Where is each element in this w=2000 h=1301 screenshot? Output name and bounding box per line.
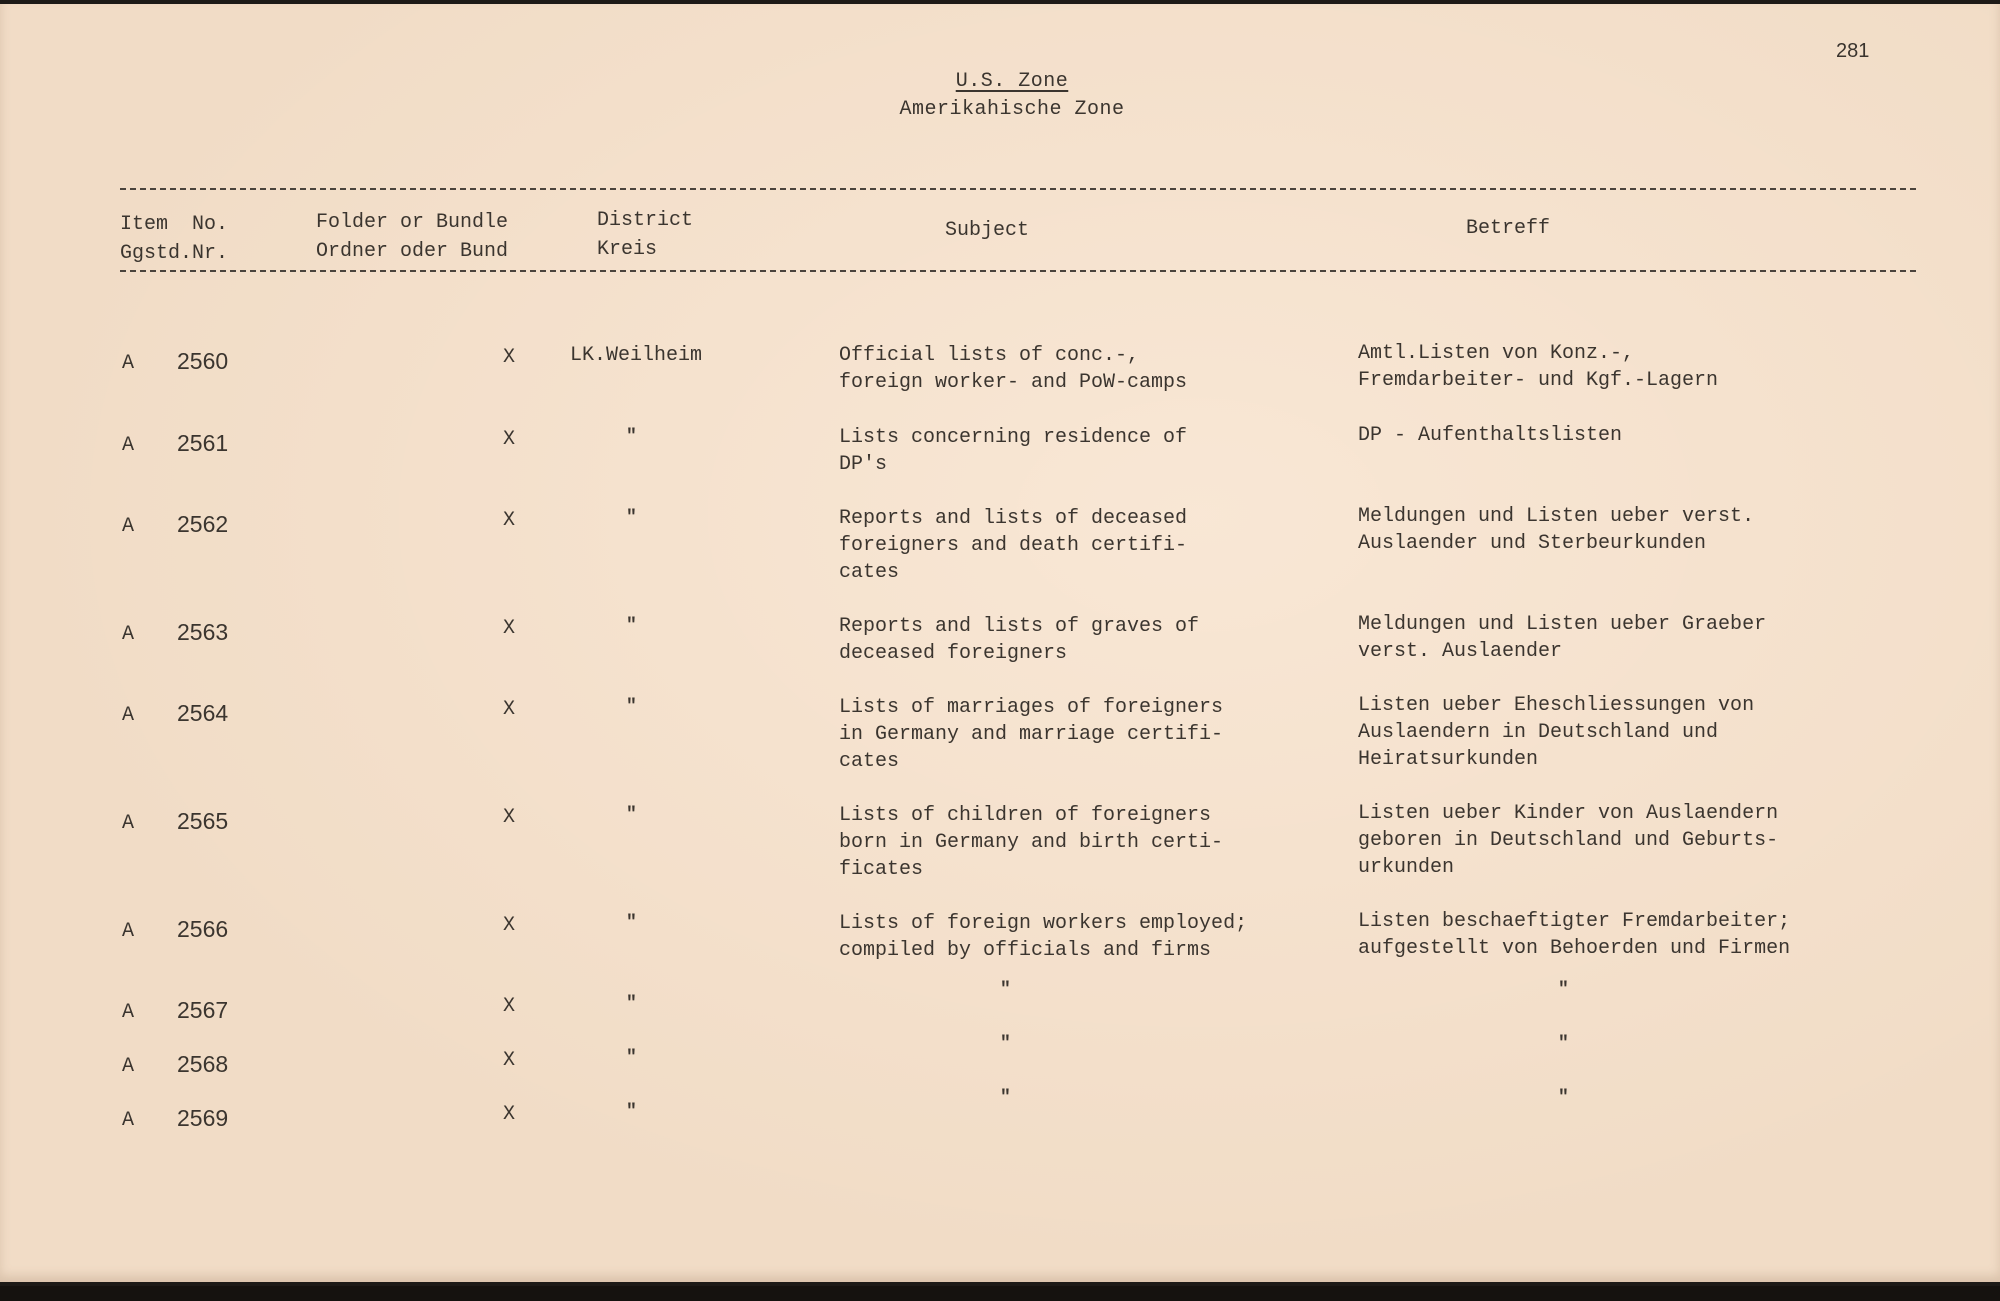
folder-mark: X — [503, 428, 516, 451]
subject-text: Official lists of conc.-, foreign worker- and PoW-camps — [839, 344, 1188, 394]
item-number: 2569 — [177, 1105, 229, 1131]
item-prefix: A — [122, 812, 135, 835]
item-prefix: A — [122, 1055, 135, 1078]
district-value: " — [626, 913, 637, 933]
header-folder-line1: Folder or Bundle — [316, 211, 509, 234]
betreff-text: " — [1558, 1034, 1569, 1054]
header-rule-top — [120, 188, 1916, 190]
zone-title-german: Amerikahische Zone — [899, 98, 1125, 121]
header-subject: Subject — [945, 219, 1030, 242]
district-value: LK.Weilheim — [570, 344, 703, 367]
item-number: 2564 — [177, 700, 229, 726]
district-value: " — [626, 994, 637, 1014]
page-number: 281 — [1836, 40, 1870, 62]
subject-text: Reports and lists of deceased foreigners and death certifi- cates — [839, 507, 1188, 584]
district-value: " — [626, 427, 637, 447]
header-district-line2: Kreis — [597, 238, 658, 261]
subject-text: Lists concerning residence of DP's — [839, 426, 1188, 476]
header-district-line1: District — [597, 209, 694, 232]
header-rule-bottom — [120, 270, 1916, 272]
item-prefix: A — [122, 434, 135, 457]
district-value: " — [626, 616, 637, 636]
item-prefix: A — [122, 1001, 135, 1024]
district-value: " — [626, 805, 637, 825]
folder-mark: X — [503, 346, 516, 369]
folder-mark: X — [503, 1103, 516, 1126]
subject-text: Lists of marriages of foreigners in Germany and marriage certifi- cates — [839, 696, 1224, 773]
district-value: " — [626, 1048, 637, 1068]
subject-text: " — [1000, 1034, 1011, 1054]
header-betreff: Betreff — [1466, 217, 1551, 240]
item-number: 2560 — [177, 348, 229, 374]
folder-mark: X — [503, 509, 516, 532]
folder-mark: X — [503, 698, 516, 721]
district-value: " — [626, 697, 637, 717]
betreff-text: " — [1558, 980, 1569, 1000]
folder-mark: X — [503, 995, 516, 1018]
betreff-text: Meldungen und Listen ueber verst. Auslaender und Sterbeurkunden — [1358, 505, 1755, 555]
item-prefix: A — [122, 704, 135, 727]
subject-text: " — [1000, 980, 1011, 1000]
header-folder-line2: Ordner oder Bund — [316, 240, 509, 263]
item-number: 2568 — [177, 1051, 229, 1077]
betreff-text: DP - Aufenthaltslisten — [1358, 424, 1623, 447]
header-item-line1: Item No. — [120, 213, 229, 236]
folder-mark: X — [503, 914, 516, 937]
betreff-text: Meldungen und Listen ueber Graeber verst. Auslaender — [1358, 613, 1767, 663]
betreff-text: " — [1558, 1088, 1569, 1108]
folder-mark: X — [503, 617, 516, 640]
header-item-line2: Ggstd.Nr. — [120, 242, 229, 265]
item-number: 2563 — [177, 619, 229, 645]
item-number: 2565 — [177, 808, 229, 834]
betreff-text: Listen ueber Eheschliessungen von Auslaendern in Deutschland und Heiratsurkunden — [1358, 694, 1755, 771]
header-folder — [316, 208, 508, 266]
item-prefix: A — [122, 352, 135, 375]
item-number: 2561 — [177, 430, 229, 456]
header-district — [597, 206, 693, 264]
district-value: " — [626, 1102, 637, 1122]
folder-mark: X — [503, 806, 516, 829]
item-prefix: A — [122, 1109, 135, 1132]
item-prefix: A — [122, 623, 135, 646]
item-prefix: A — [122, 515, 135, 538]
district-value: " — [626, 508, 637, 528]
betreff-text: Listen beschaeftigter Fremdarbeiter; aufgestellt von Behoerden und Firmen — [1358, 910, 1791, 960]
subject-text: Lists of foreign workers employed; compiled by officials and firms — [839, 912, 1248, 962]
header-item-no — [120, 210, 228, 268]
zone-title-english: U.S. Zone — [955, 70, 1069, 93]
subject-text: " — [1000, 1088, 1011, 1108]
page-bottom-edge — [0, 1286, 2000, 1301]
betreff-text: Listen ueber Kinder von Auslaendern geboren in Deutschland und Geburts- urkunden — [1358, 802, 1779, 879]
item-number: 2562 — [177, 511, 229, 537]
betreff-text: Amtl.Listen von Konz.-, Fremdarbeiter- und Kgf.-Lagern — [1358, 342, 1719, 392]
item-number: 2567 — [177, 997, 229, 1023]
subject-text: Lists of children of foreigners born in Germany and birth certi- ficates — [839, 804, 1224, 881]
document-page — [0, 4, 2000, 1282]
item-prefix: A — [122, 920, 135, 943]
subject-text: Reports and lists of graves of deceased foreigners — [839, 615, 1200, 665]
item-number: 2566 — [177, 916, 229, 942]
folder-mark: X — [503, 1049, 516, 1072]
